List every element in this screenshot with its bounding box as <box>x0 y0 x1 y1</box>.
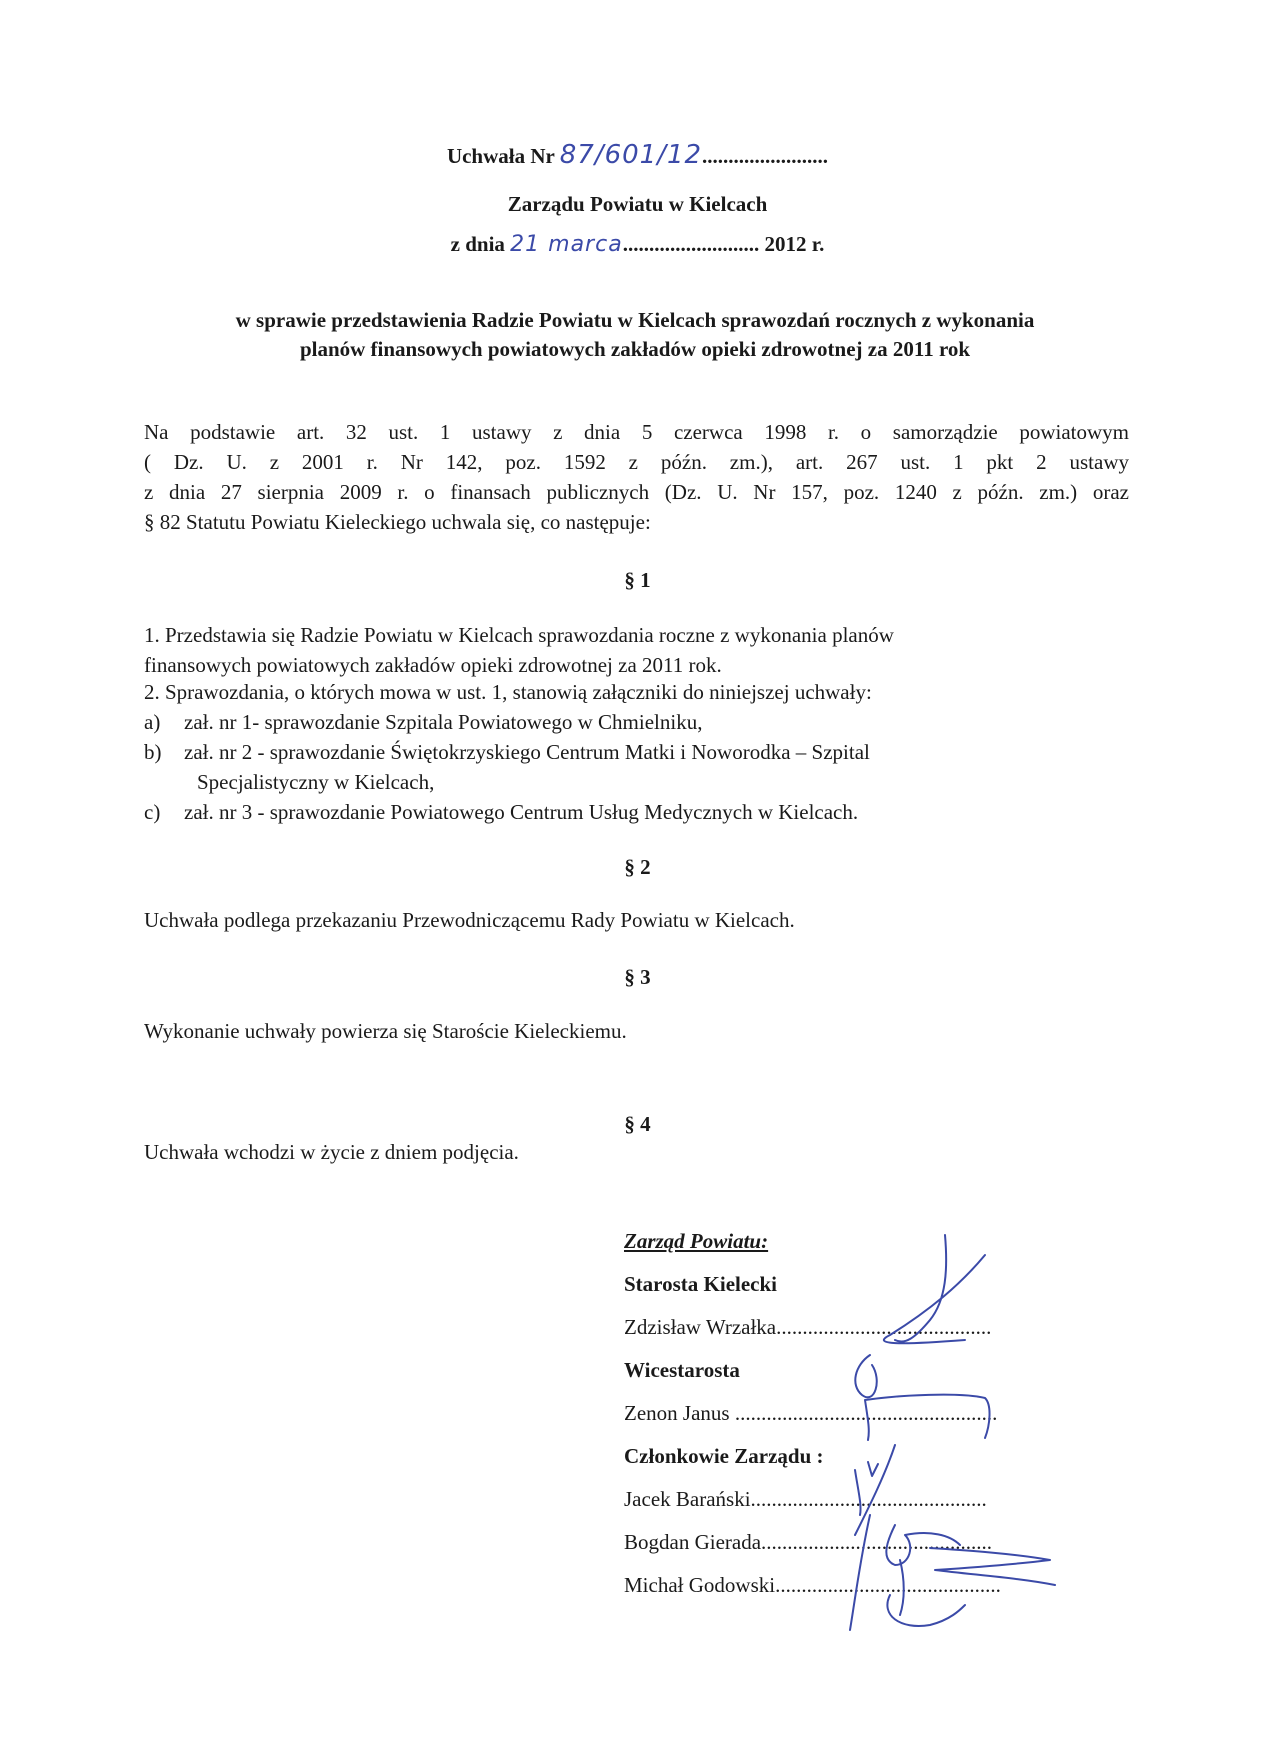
starosta-name: Zdzisław Wrzałka......................................... <box>624 1315 992 1339</box>
signature-member-2 <box>850 1515 960 1630</box>
board-heading: Zarząd Powiatu: <box>624 1229 769 1253</box>
section-3-text: Wykonanie uchwały powierza się Staroście Kieleckiemu. <box>144 1019 627 1043</box>
section-1-p1-line-1: 1. Przedstawia się Radzie Powiatu w Kielcach sprawozdania roczne z wykonania planów <box>144 623 894 647</box>
section-3-mark: § 3 <box>624 965 651 989</box>
list-item-text: zał. nr 2 - sprawozdanie Świętokrzyskiego Centrum Matki i Noworodka – Szpital <box>184 740 870 764</box>
starosta-title: Starosta Kielecki <box>624 1272 778 1296</box>
list-item-text: zał. nr 1- sprawozdanie Szpitala Powiatowego w Chmielniku, <box>184 710 703 734</box>
section-2-mark: § 2 <box>624 855 651 879</box>
signature-member-3 <box>887 1548 1055 1626</box>
list-item-label: b) <box>144 740 162 764</box>
member-name: Bogdan Gierada............................................ <box>624 1530 993 1554</box>
member-name: Jacek Barański............................................. <box>624 1487 987 1511</box>
date-handwritten: 21 marca <box>510 232 623 257</box>
preamble-line-4: § 82 Statutu Powiatu Kieleckiego uchwala się, co następuje: <box>144 510 651 534</box>
issuing-body: Zarządu Powiatu w Kielcach <box>507 192 768 216</box>
section-4-text: Uchwała wchodzi w życie z dniem podjęcia. <box>144 1140 519 1164</box>
subject-line-1: w sprawie przedstawienia Radzie Powiatu w Kielcach sprawozdań rocznych z wykonania <box>235 308 1035 332</box>
resolution-number-dots: ........................ <box>702 144 829 168</box>
preamble-line-1: Na podstawie art. 32 ust. 1 ustawy z dnia 5 czerwca 1998 r. o samorządzie powiatowym <box>144 420 1129 444</box>
date-dots: .......................... <box>622 232 760 256</box>
section-1-p1-line-2: finansowych powiatowych zakładów opieki zdrowotnej za 2011 rok. <box>144 653 722 677</box>
signature-strokes <box>850 1235 1055 1630</box>
date-year: 2012 r. <box>764 232 825 256</box>
member-name: Michał Godowski........................................... <box>624 1573 1001 1597</box>
preamble-line-2: ( Dz. U. z 2001 r. Nr 142, poz. 1592 z późn. zm.), art. 267 ust. 1 pkt 2 ustawy <box>144 450 1129 474</box>
list-item-label: a) <box>144 710 161 734</box>
signature-wicestarosta <box>855 1355 989 1440</box>
section-1-paragraph-2: 2. Sprawozdania, o których mowa w ust. 1, stanowią załączniki do niniejszej uchwały: <box>144 680 872 704</box>
preamble-line-3: z dnia 27 sierpnia 2009 r. o finansach publicznych (Dz. U. Nr 157, poz. 1240 z późn. zm.) oraz <box>144 480 1129 504</box>
section-2-text: Uchwała podlega przekazaniu Przewodniczącemu Rady Powiatu w Kielcach. <box>144 908 795 932</box>
list-item-text: zał. nr 3 - sprawozdanie Powiatowego Centrum Usług Medycznych w Kielcach. <box>184 800 859 824</box>
resolution-label: Uchwała Nr <box>446 144 555 168</box>
wicestarosta-title: Wicestarosta <box>624 1358 740 1382</box>
signature-member-1 <box>855 1445 895 1535</box>
section-4-mark: § 4 <box>624 1112 651 1136</box>
date-prefix: z dnia <box>450 232 505 256</box>
list-item-continuation: Specjalistyczny w Kielcach, <box>197 770 435 794</box>
wicestarosta-name: Zenon Janus .................................................. <box>624 1401 998 1425</box>
subject-line-2: planów finansowych powiatowych zakładów opieki zdrowotnej za 2011 rok <box>299 337 971 361</box>
list-item-label: c) <box>144 800 161 824</box>
section-1-mark: § 1 <box>624 568 651 592</box>
signature-starosta <box>884 1235 985 1343</box>
resolution-number-handwritten: 87/601/12 <box>559 140 703 170</box>
members-title: Członkowie Zarządu : <box>624 1444 824 1468</box>
